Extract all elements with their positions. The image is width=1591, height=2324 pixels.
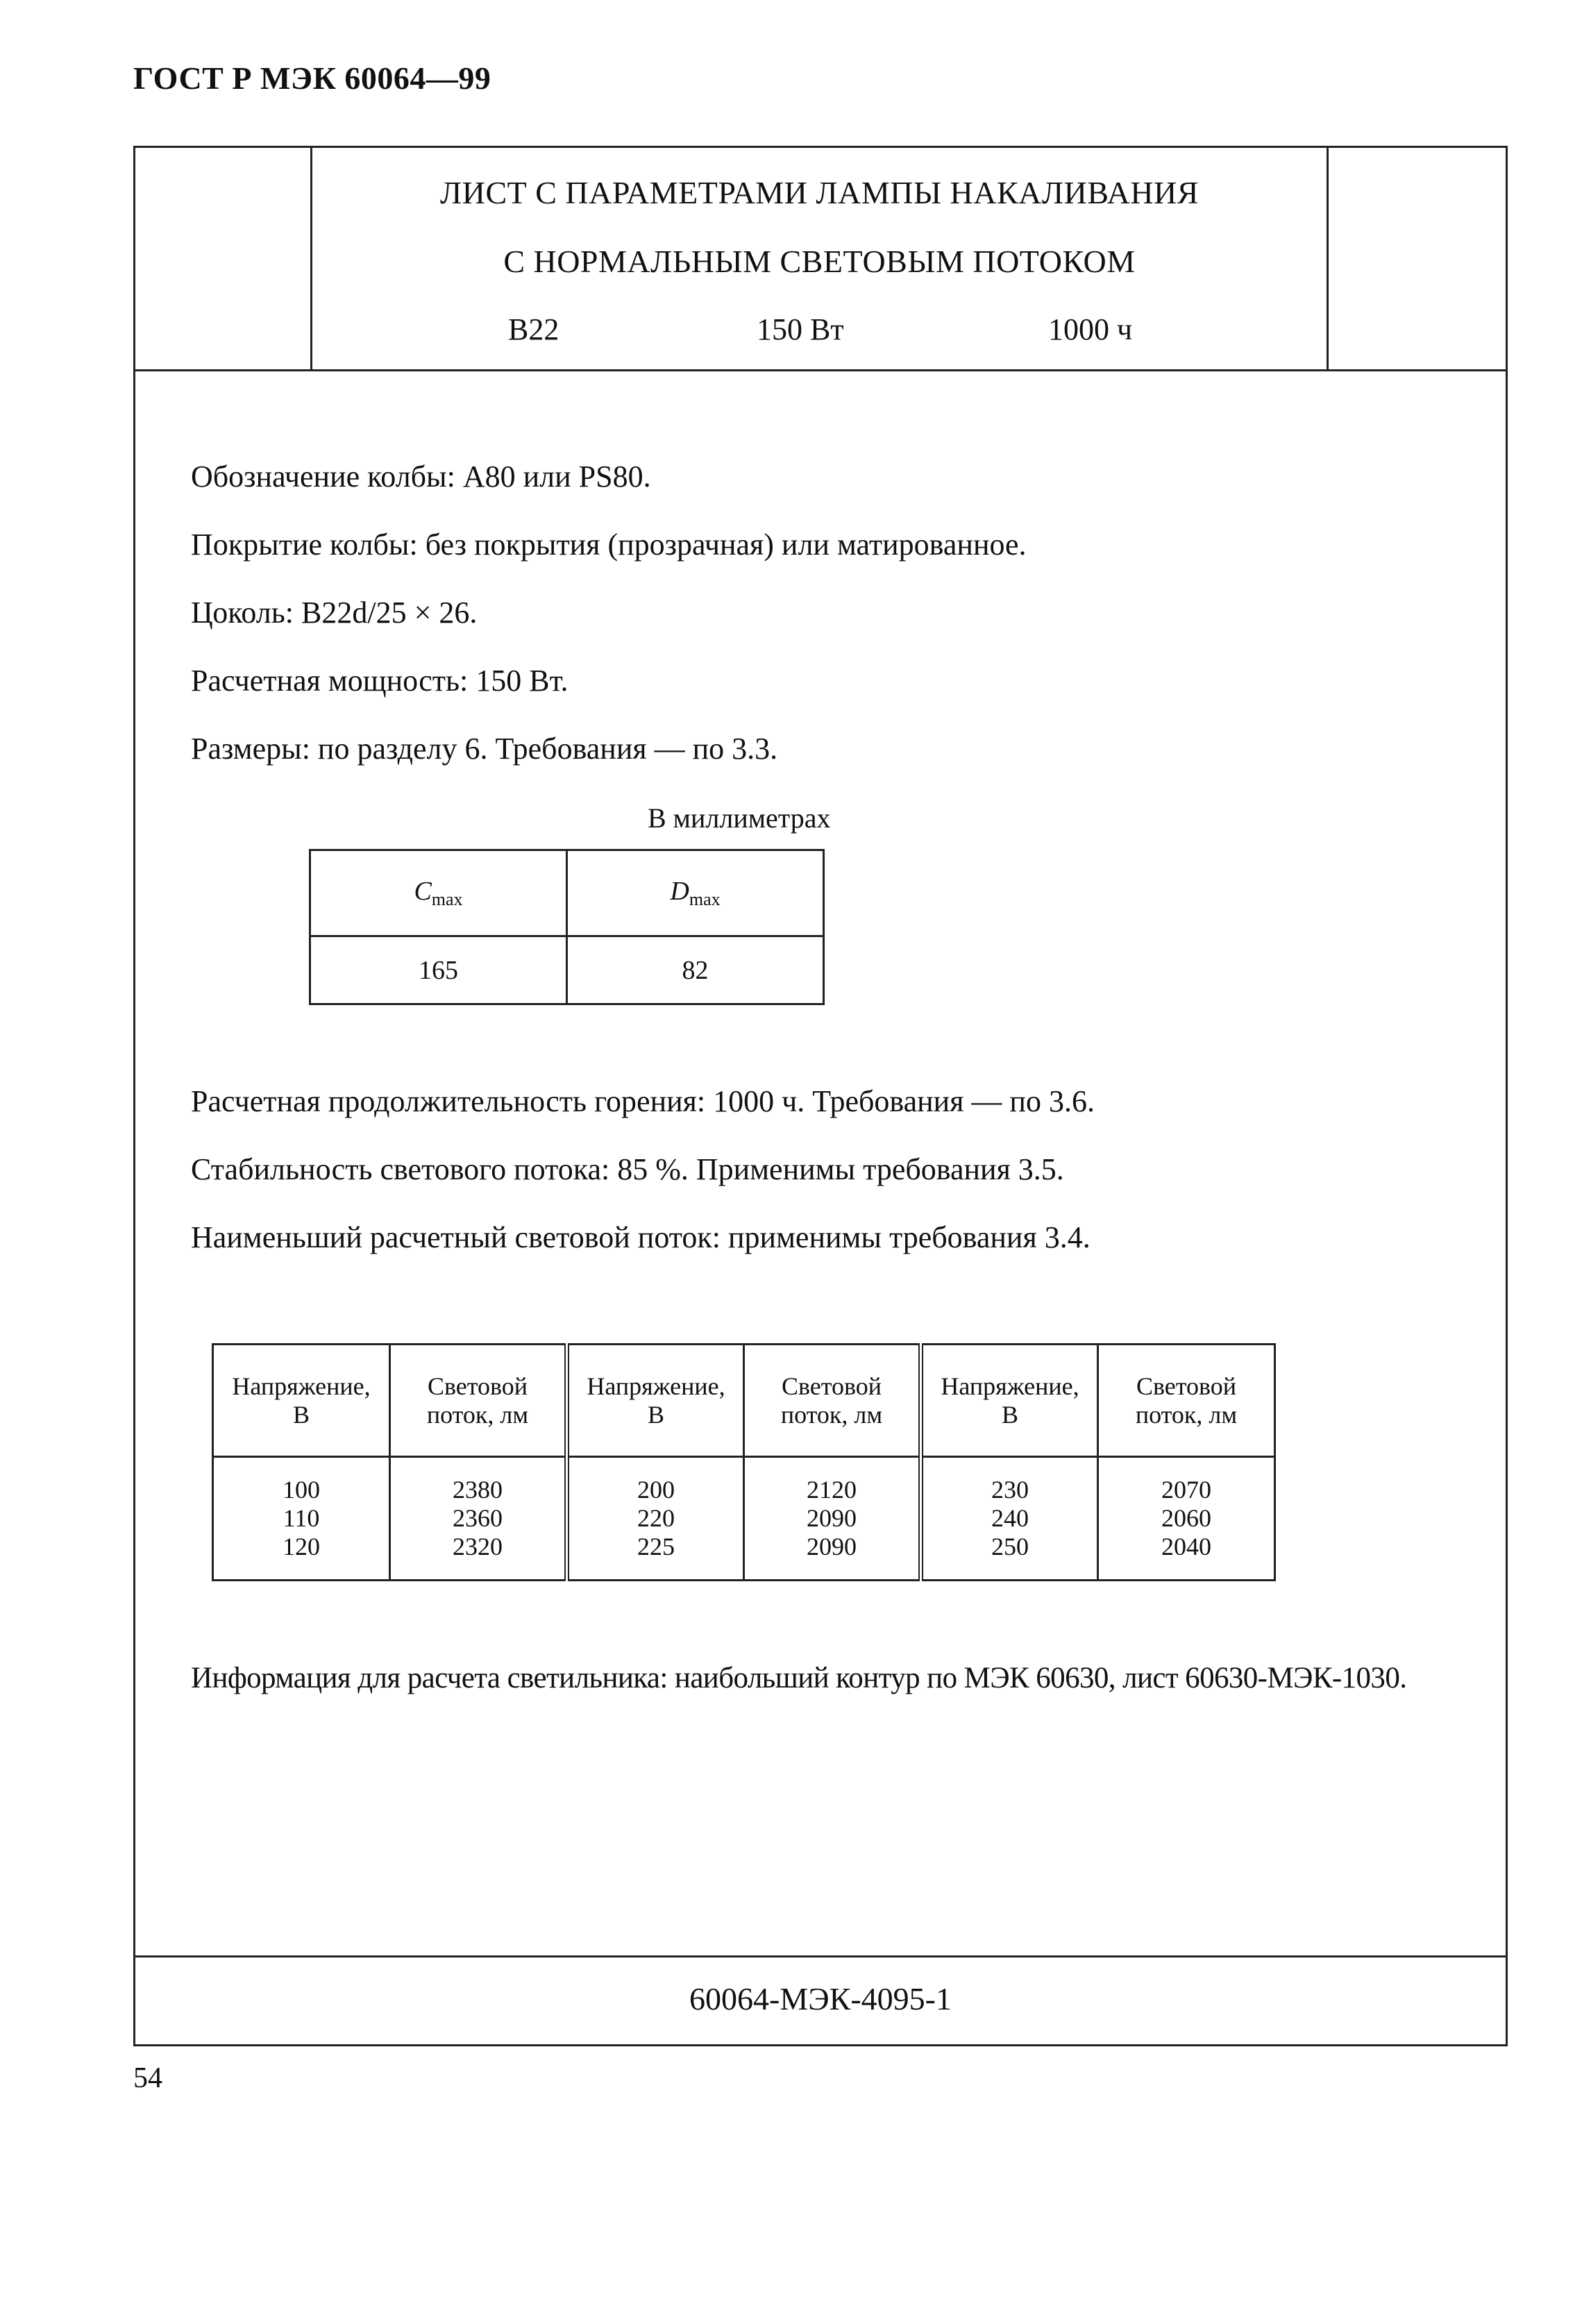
param-life: Расчетная продолжительность горения: 1000 ч. Требования — по 3.6. [191,1084,1095,1118]
flux-voltage-cell: 100 110 120 [213,1457,390,1581]
dim-value-c: 165 [310,936,567,1004]
flux-value-cell: 2120 2090 2090 [744,1457,921,1581]
param-dimensions: Размеры: по разделу 6. Требования — по 3.3. [191,732,778,766]
flux-header-voltage: Напряжение, В [921,1345,1098,1457]
sheet-title-line2: С НОРМАЛЬНЫМ СВЕТОВЫМ ПОТОКОМ [503,244,1136,279]
dimension-units-note: В миллиметрах [648,802,831,834]
data-sheet-frame [133,146,1508,2046]
header-cap-type: B22 [508,312,559,346]
flux-header-voltage: Напряжение, В [213,1345,390,1457]
flux-header-flux: Световой поток, лм [1098,1345,1275,1457]
dimensions-table [309,849,825,1005]
sheet-header [135,148,1506,371]
header-power: 150 Вт [757,312,844,346]
param-base: Цоколь: B22d/25 × 26. [191,596,478,630]
flux-value-cell: 2070 2060 2040 [1098,1457,1275,1581]
flux-value-cell: 2380 2360 2320 [390,1457,567,1581]
header-title-cell [312,148,1327,369]
param-min-flux: Наименьший расчетный световой поток: применимы требования 3.4. [191,1220,1091,1254]
dim-header-d: $D_{max}$ [567,850,824,936]
param-stability: Стабильность светового потока: 85 %. Применимы требования 3.5. [191,1152,1064,1186]
sheet-footer-code: 60064-МЭК-4095-1 [135,1955,1506,2044]
param-wattage: Расчетная мощность: 150 Вт. [191,664,569,698]
flux-header-flux: Световой поток, лм [744,1345,921,1457]
header-right-cell [1327,148,1506,369]
flux-voltage-cell: 230 240 250 [921,1457,1098,1581]
document-code: ГОСТ Р МЭК 60064—99 [133,60,491,96]
flux-voltage-cell: 200 220 225 [567,1457,744,1581]
dim-value-d: 82 [567,936,824,1004]
header-life: 1000 ч [1048,312,1133,346]
flux-header-flux: Световой поток, лм [390,1345,567,1457]
sheet-title-line1: ЛИСТ С ПАРАМЕТРАМИ ЛАМПЫ НАКАЛИВАНИЯ [440,175,1199,210]
param-finish: Покрытие колбы: без покрытия (прозрачная) или матированное. [191,528,1027,562]
page-number: 54 [133,2062,162,2094]
param-bulb: Обозначение колбы: А80 или PS80. [191,460,651,494]
flux-header-voltage: Напряжение, В [567,1345,744,1457]
header-left-cell [135,148,312,369]
luminaire-info: Информация для расчета светильника: наибольший контур по МЭК 60630, лист 60630-МЭК-1030. [191,1662,1407,1694]
dim-header-c: $C_{max}$ [310,850,567,936]
flux-table [212,1343,1276,1581]
